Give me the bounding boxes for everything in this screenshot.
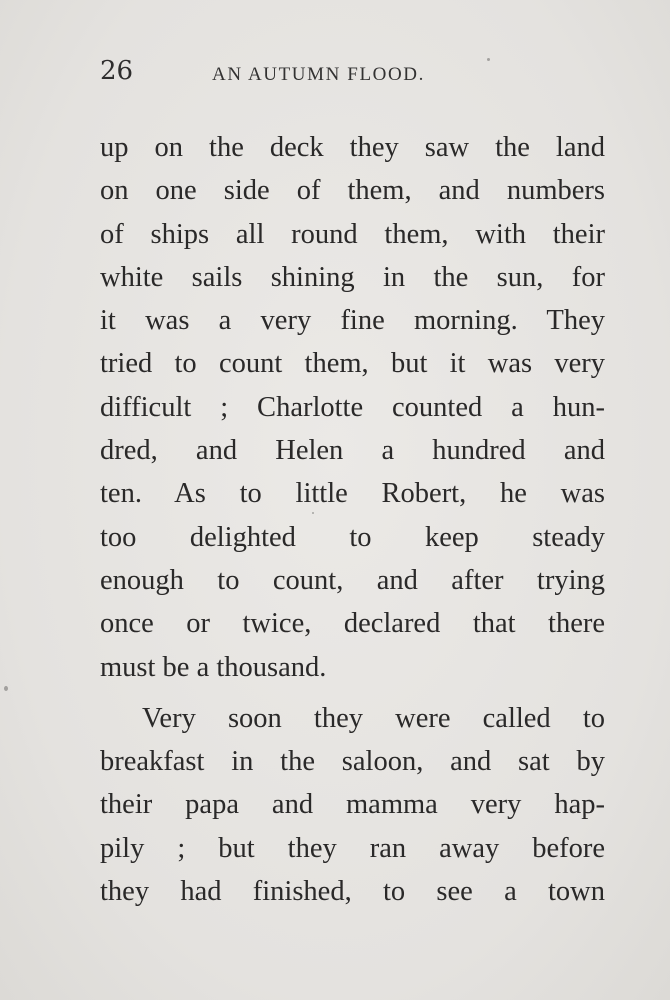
text-line: Very soon they were called to: [142, 702, 605, 734]
paragraph-1: [100, 126, 605, 689]
text-line: their papa and mamma very hap-: [100, 789, 605, 821]
text-line: difficult ; Charlotte counted a hun-: [100, 391, 605, 423]
text-line: up on the deck they saw the land: [100, 132, 605, 163]
paper-speck: [487, 58, 490, 61]
running-title: AN AUTUMN FLOOD.: [212, 64, 425, 85]
text-line: pily ; but they ran away before: [100, 832, 605, 864]
text-line: on one side of them, and numbers: [100, 175, 605, 207]
text-line: dred, and Helen a hundred and: [100, 435, 605, 467]
text-line: once or twice, declared that there: [100, 608, 605, 640]
text-line: ten. As to little Robert, he was: [100, 478, 605, 510]
paper-speck: [4, 686, 8, 691]
paper-speck: [312, 512, 314, 514]
paragraph-gap: [100, 689, 605, 697]
text-line: must be a thousand.: [100, 651, 327, 683]
page-number: 26: [100, 56, 134, 86]
running-head: [100, 56, 605, 96]
text-line: it was a very fine morning. They: [100, 305, 605, 337]
text-line: enough to count, and after trying: [100, 564, 605, 596]
text-line: they had finished, to see a town: [100, 876, 605, 908]
text-line: of ships all round them, with their: [100, 218, 605, 250]
text-line: too delighted to keep steady: [100, 521, 605, 553]
body-text: [100, 126, 605, 913]
text-line: tried to count them, but it was very: [100, 348, 605, 380]
paragraph-2: [100, 697, 605, 913]
text-line: breakfast in the saloon, and sat by: [100, 746, 605, 778]
text-line: white sails shining in the sun, for: [100, 261, 605, 293]
